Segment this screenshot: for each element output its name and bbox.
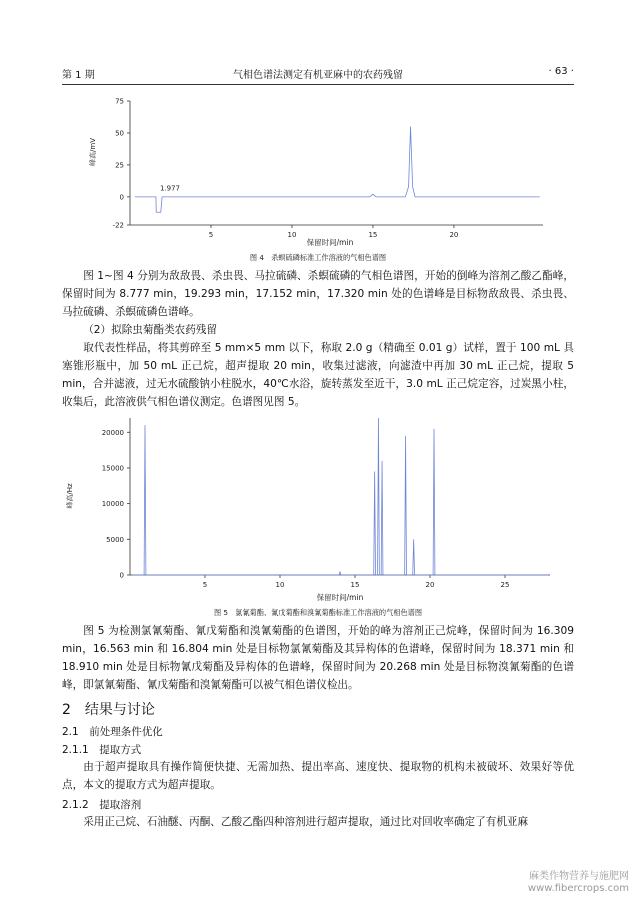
fig4-y-tick-label: -22	[112, 221, 124, 230]
fig5-y-tick-label: 5000	[106, 535, 124, 544]
page-number: · 63 ·	[548, 66, 574, 77]
fig5-x-tick-label: 5	[202, 581, 208, 589]
watermark	[499, 871, 629, 895]
fig4-x-tick-label: 5	[208, 231, 214, 239]
fig4-x-tick-label: 10	[287, 231, 297, 239]
figure-5-caption: 图 5 氯氰菊酯、氰戊菊酯和溴氰菊酯标准工作溶液的气相色谱图	[213, 608, 423, 617]
fig4-y-tick-label: 50	[115, 129, 124, 138]
fig4-x-tick-label: 20	[449, 231, 459, 239]
header-rule	[62, 84, 574, 85]
watermark-line-1: 麻类作物营养与施肥网	[529, 871, 629, 882]
fig4-series-line	[135, 127, 540, 213]
fig4-x-tick-label: 15	[368, 231, 378, 239]
fig5-y-tick-label: 20000	[101, 428, 124, 437]
fig4-y-label: 峰高/mV	[89, 138, 97, 166]
fig5-x-tick-label: 10	[275, 581, 285, 589]
paragraph-extraction-solvent: 采用正己烷、石油醚、丙酮、乙酸乙酯四种溶剂进行超声提取，通过比对回收率确定了有机亚麻	[83, 816, 529, 828]
page-header	[62, 66, 574, 82]
subsection-heading-2-1-1: 2.1.1 提取方式	[62, 744, 142, 756]
paragraph-extraction-method: 由于超声提取具有操作简便快捷、无需加热、提出率高、速度快、提取物的机构未被破坏、效果好等优点，本文的提取方式为超声提取。	[62, 761, 574, 791]
fig5-x-tick-label: 15	[350, 581, 360, 589]
subheading-pyrethroid-residue: （2）拟除虫菊酯类农药残留	[83, 324, 218, 336]
journal-article-title: 气相色谱法测定有机亚麻中的农药残留	[233, 70, 403, 81]
fig5-x-label: 保留时间/min	[316, 593, 364, 602]
issue-number: 第 1 期	[62, 70, 95, 81]
subsection-heading-2-1-2: 2.1.2 提取溶剂	[62, 799, 142, 811]
fig4-y-tick-label: 0	[119, 193, 124, 202]
fig4-y-tick-label: 25	[115, 161, 124, 170]
fig5-x-tick-label: 20	[425, 581, 435, 589]
fig5-y-tick-label: 15000	[101, 464, 124, 473]
figure-5-chromatogram	[62, 412, 554, 608]
subsection-heading-2-1: 2.1 前处理条件优化	[62, 726, 163, 738]
section-heading-results: 2 结果与讨论	[62, 702, 155, 718]
fig5-y-label: 峰高/Hz	[66, 483, 74, 509]
paragraph-fig5-description: 图 5 为检测氯氰菊酯、氰戊菊酯和溴氰菊酯的色谱图，开始的峰为溶剂正己烷峰，保留时间为 16.309 min，16.563 min 和 16.804 min 处是目标物氯氰菊酯及其异构体的色谱峰，保留时间为 18.371 min 和 18.910 min 处是目标物氰戊菊酯及异构体的色谱峰，保留时间为 20.268 min 处是目标物溴氰菊酯的色谱峰，即氯氰菊酯、氰戊菊酯和溴氰菊酯可以被气相色谱仪检出。	[62, 625, 574, 691]
fig4-peak-annotation: 1.977	[159, 184, 181, 193]
watermark-line-2: www.fibercrops.com	[527, 883, 629, 894]
fig5-y-tick-label: 0	[119, 571, 124, 580]
fig5-y-tick-label: 10000	[101, 500, 124, 509]
paragraph-sample-preparation: 取代表性样品，将其剪碎至 5 mm×5 mm 以下，称取 2.0 g（精确至 0.01 g）试样，置于 100 mL 具塞锥形瓶中，加 50 mL 正己烷，超声提取 20 min，收集过滤液，向滤渣中再加 30 mL 正己烷，提取 5 min，合并滤液，过无水硫酸钠小柱脱水，40℃水浴，旋转蒸发至近干，3.0 mL 正己烷定容，过炭黑小柱，收集后，此溶液供气相色谱仪测定。色谱图见图 5。	[62, 342, 574, 408]
fig4-x-label: 保留时间/min	[306, 238, 354, 247]
fig5-series-line	[133, 418, 549, 575]
fig5-x-tick-label: 25	[500, 581, 510, 589]
figure-4-caption: 图 4 杀螟硫磷标准工作溶液的气相色谱图	[249, 253, 387, 262]
paragraph-fig1-4-description: 图 1~图 4 分别为敌敌畏、杀虫畏、马拉硫磷、杀螟硫磷的气相色谱图，开始的倒峰为溶剂乙酸乙酯峰，保留时间为 8.777 min，19.293 min，17.152 min，17.320 min 处的色谱峰是目标物敌敌畏、杀虫畏、马拉硫磷、杀螟硫磷色谱峰。	[62, 270, 574, 318]
figure-4-chromatogram	[80, 92, 550, 252]
fig4-y-tick-label: 75	[115, 97, 124, 106]
